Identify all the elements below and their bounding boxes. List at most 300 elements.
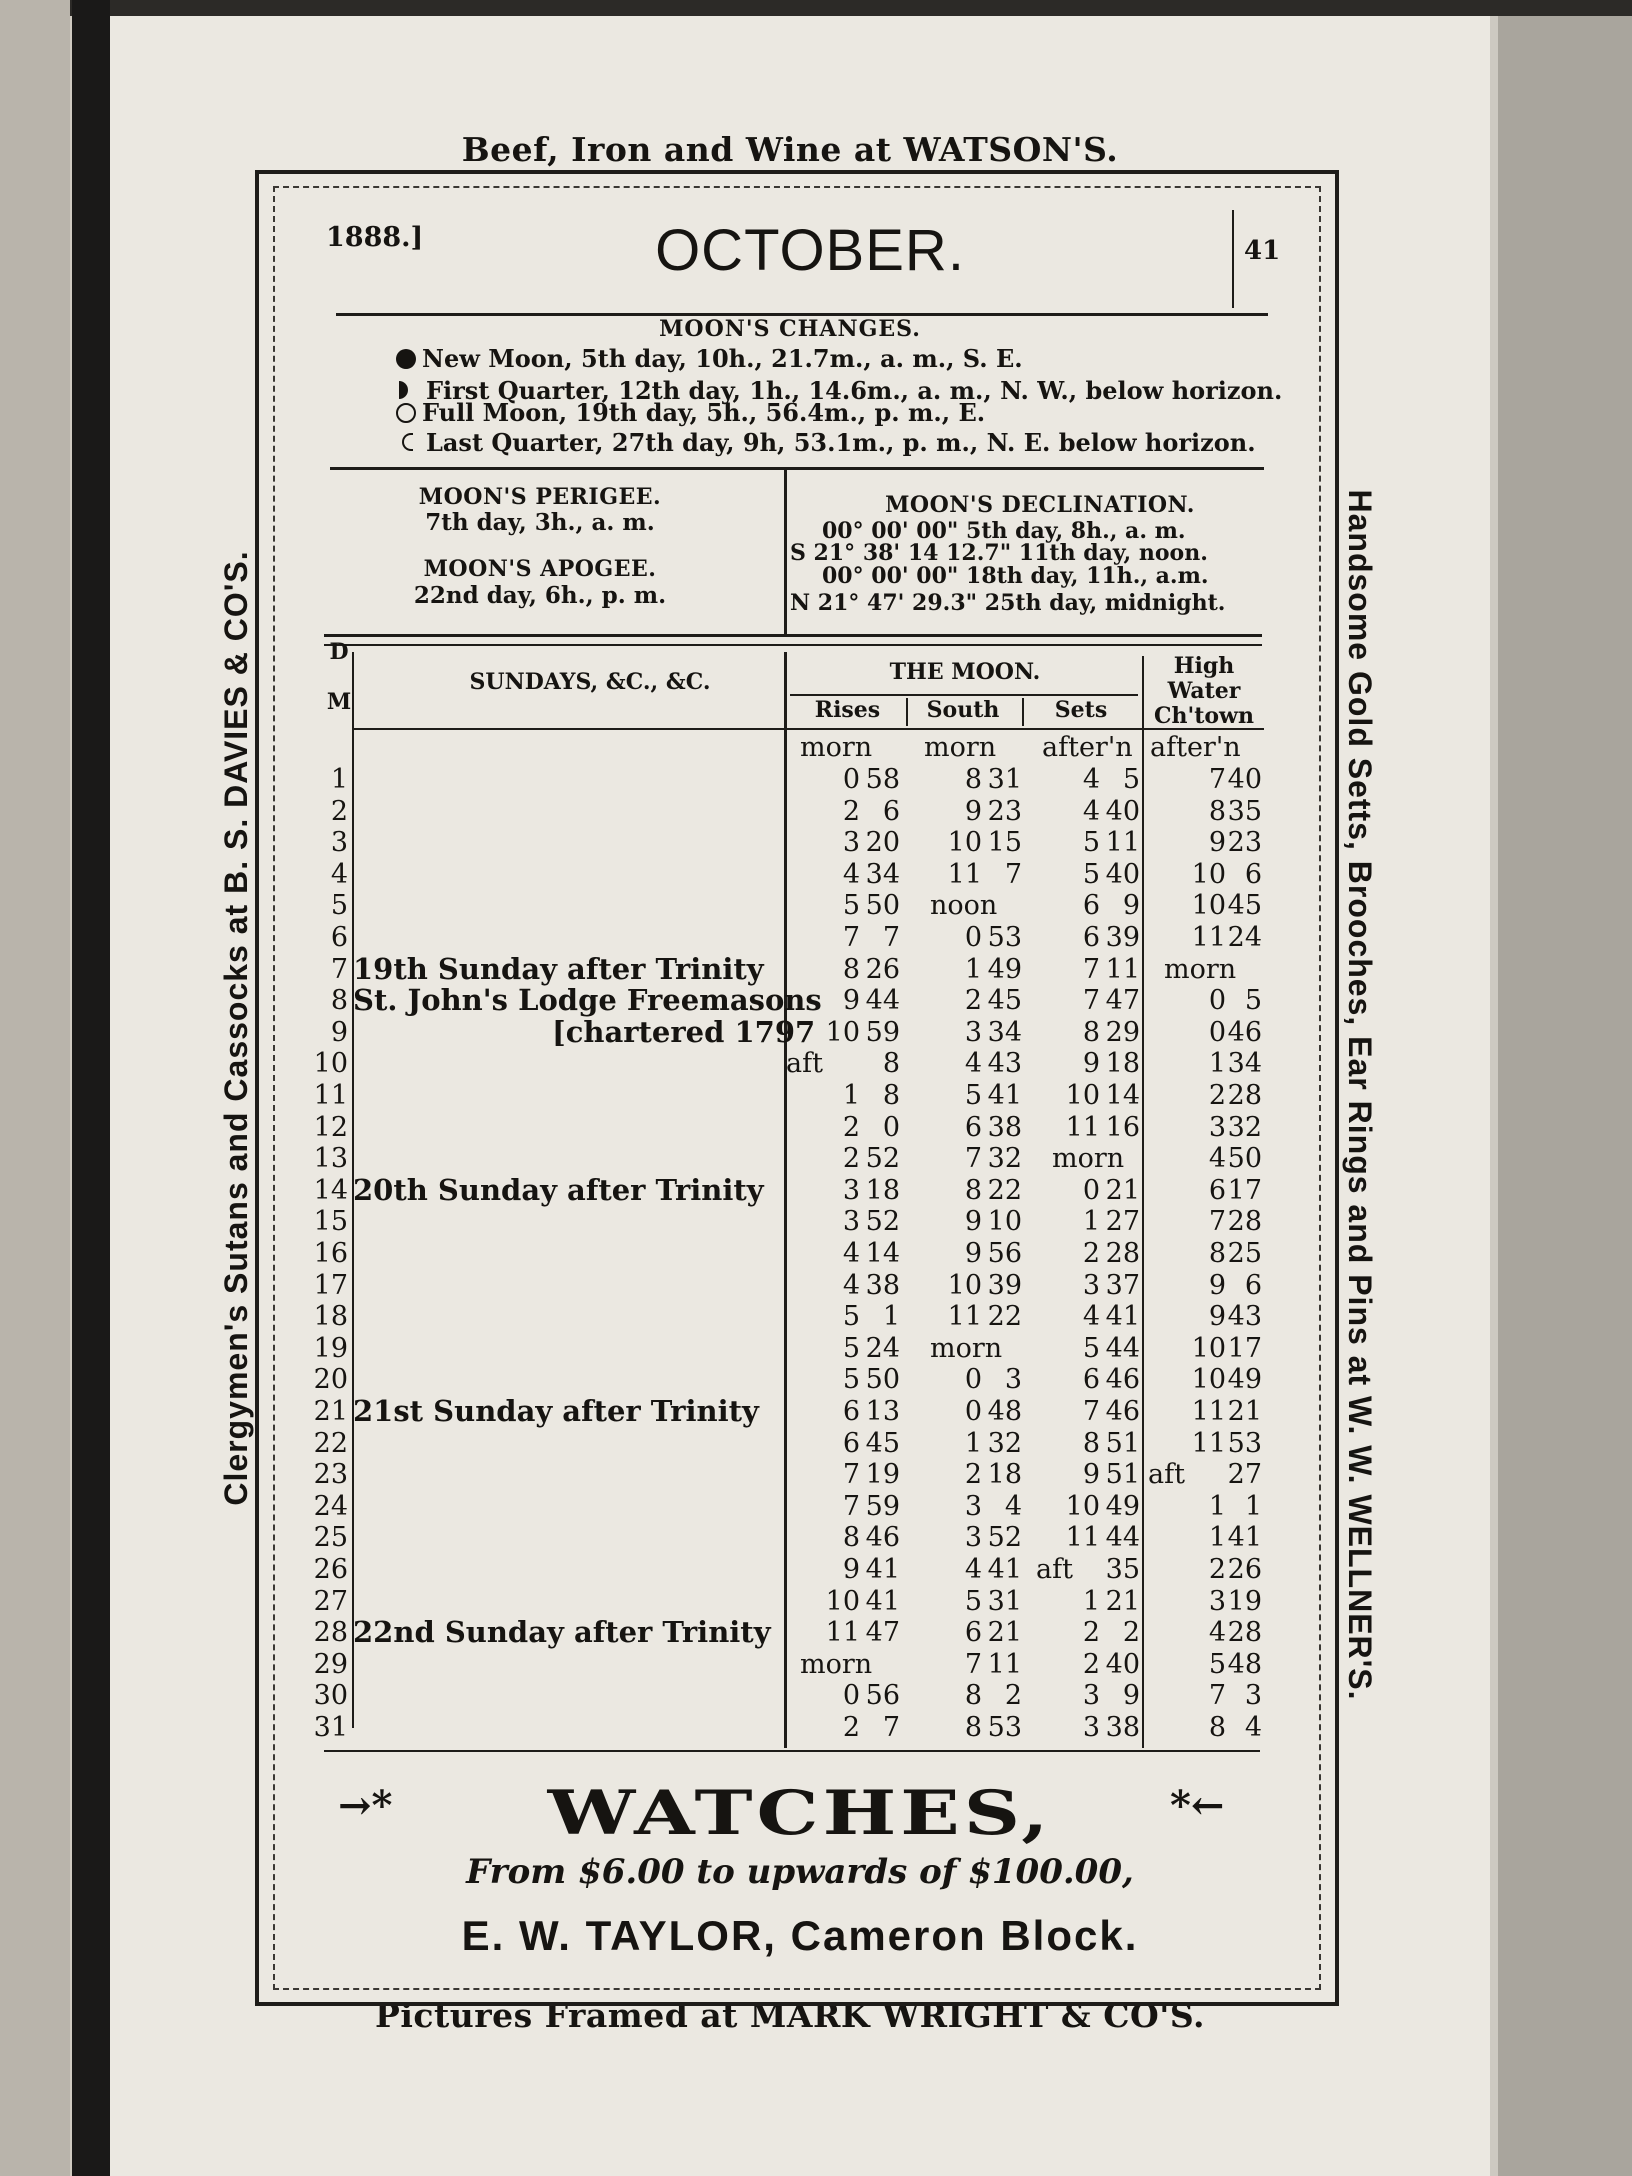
rise-minutes: 50 [865, 890, 900, 922]
phase-text: Last Quarter, 27th day, 9h, 53.1m., p. m., N. E. below horizon. [426, 428, 1256, 457]
set-minutes: 21 [1105, 1174, 1140, 1206]
set-hours: 9 [1082, 1459, 1100, 1491]
hw-value: aft [1148, 1459, 1185, 1491]
hw-hours: 11 [1191, 1427, 1226, 1459]
new-moon-icon [396, 349, 416, 369]
rise-minutes: 13 [865, 1396, 900, 1427]
set-hours: 3 [1082, 1269, 1100, 1301]
rises-header: Rises [814, 697, 881, 723]
rise-minutes: 52 [865, 1143, 900, 1175]
south-minutes: 4 [1004, 1490, 1022, 1522]
south-minutes: 38 [987, 1111, 1022, 1143]
rise-hours: 3 [842, 1206, 860, 1238]
ad-title: WATCHES, [547, 1778, 1053, 1849]
hw-hours: 8 [1208, 795, 1226, 827]
hw-minutes: 43 [1227, 1301, 1262, 1333]
hw-minutes: 35 [1227, 795, 1262, 827]
day-number: 22 [313, 1427, 348, 1459]
south-hours: 10 [947, 827, 982, 859]
phase-row [396, 428, 1256, 457]
south-hours: 9 [964, 1238, 982, 1269]
south-hours: 3 [964, 1016, 982, 1048]
south-minutes: 31 [987, 764, 1022, 795]
south-minutes: 22 [987, 1301, 1022, 1333]
full-moon-icon [396, 403, 416, 423]
hw-hours: 11 [1191, 1396, 1226, 1427]
rise-hours: 1 [842, 1080, 860, 1111]
set-hours: 6 [1082, 922, 1100, 953]
south-minutes: 53 [987, 922, 1022, 953]
rise-minutes: 18 [865, 1174, 900, 1206]
set-hours: 11 [1065, 1522, 1100, 1554]
set-hours: 2 [1082, 1617, 1100, 1649]
hw-value: morn [1164, 953, 1237, 985]
set-minutes: 46 [1105, 1396, 1140, 1427]
sunday-note: St. John's Lodge Freemasons [353, 983, 822, 1018]
hw-hours: 10 [1191, 858, 1226, 890]
top-shadow [0, 0, 1632, 16]
south-hours: 3 [964, 1490, 982, 1522]
south-hours: 2 [964, 1459, 982, 1491]
sunday-note: [chartered 1797 [552, 1014, 816, 1049]
rise-minutes: 7 [882, 922, 900, 953]
sundays-header: SUNDAYS, &C., &C. [469, 669, 711, 695]
rise-hours: 6 [842, 1396, 860, 1427]
set-hours: 5 [1082, 1332, 1100, 1364]
rise-hours: 2 [842, 1111, 860, 1143]
declination-row: S 21° 38' 14 12.7" 11th day, noon. [790, 540, 1208, 566]
declination-row: 00° 00' 00" 5th day, 8h., a. m. [822, 518, 1186, 544]
rise-hours: 6 [842, 1427, 860, 1459]
rise-hours: 7 [842, 1459, 860, 1491]
set-hours: 10 [1065, 1080, 1100, 1111]
hw-hours: 0 [1208, 985, 1226, 1017]
rise-minutes: 7 [882, 1712, 900, 1743]
rise-minutes: 0 [882, 1111, 900, 1143]
sunday-note: 19th Sunday after Trinity [353, 951, 764, 986]
day-number: 26 [313, 1554, 348, 1585]
rise-hours: 9 [842, 1554, 860, 1585]
set-hours: 0 [1082, 1174, 1100, 1206]
hw-hours: 9 [1208, 1301, 1226, 1333]
day-number: 1 [330, 764, 348, 795]
set-hours: 7 [1082, 985, 1100, 1017]
right-ornament: *← [1170, 1782, 1225, 1829]
south-minutes: 56 [987, 1238, 1022, 1269]
south-hours: 11 [947, 1301, 982, 1333]
column-label: morn [800, 732, 873, 763]
hw-minutes: 45 [1227, 890, 1262, 922]
hw-minutes: 49 [1227, 1364, 1262, 1396]
phase-text: First Quarter, 12th day, 1h., 14.6m., a. m., N. W., below horizon. [426, 376, 1283, 405]
south-hours: 9 [964, 795, 982, 827]
set-minutes: 29 [1105, 1016, 1140, 1048]
south-hours: 5 [964, 1080, 982, 1111]
declination-row: N 21° 47' 29.3" 25th day, midnight. [790, 590, 1226, 616]
hw-hours: 1 [1208, 1522, 1226, 1554]
set-hours: 10 [1065, 1490, 1100, 1522]
day-number: 5 [330, 890, 348, 922]
page-number: 41 [1244, 236, 1281, 266]
declination-row: 00° 00' 00" 18th day, 11h., a.m. [822, 563, 1209, 589]
hw-hours: 10 [1191, 890, 1226, 922]
set-minutes: 11 [1105, 953, 1140, 985]
side-advert-left: Clergymen's Sutans and Cassocks at B. S. DAVIES & CO'S. [218, 550, 254, 1506]
set-hours: 7 [1082, 1396, 1100, 1427]
hw-minutes: 21 [1227, 1396, 1262, 1427]
set-minutes: 9 [1122, 1680, 1140, 1712]
last-quarter-icon [396, 431, 420, 453]
column-label: morn [924, 732, 997, 763]
set-minutes: 21 [1105, 1585, 1140, 1617]
set-hours: 6 [1082, 1364, 1100, 1396]
rule [330, 467, 1264, 470]
hw-hours: 11 [1191, 922, 1226, 953]
set-minutes: 49 [1105, 1490, 1140, 1522]
perigee-title: MOON'S PERIGEE. [418, 484, 662, 510]
hw-minutes: 40 [1227, 764, 1262, 795]
south-minutes: 18 [987, 1459, 1022, 1491]
rise-hours: 0 [842, 1680, 860, 1712]
set-minutes: 47 [1105, 985, 1140, 1017]
set-minutes: 39 [1105, 922, 1140, 953]
day-of-month-header: M [326, 689, 352, 715]
day-number: 13 [313, 1143, 348, 1175]
day-number: 8 [330, 985, 348, 1017]
hw-minutes: 46 [1227, 1016, 1262, 1048]
south-hours: 6 [964, 1617, 982, 1649]
rise-hours: 8 [842, 1522, 860, 1554]
south-hours: 0 [964, 922, 982, 953]
hw-minutes: 19 [1227, 1585, 1262, 1617]
hw-minutes: 1 [1244, 1490, 1262, 1522]
column-divider [784, 468, 787, 634]
page-title: OCTOBER. [655, 218, 965, 283]
south-minutes: 3 [1004, 1364, 1022, 1396]
south-minutes: 7 [1004, 858, 1022, 890]
rise-hours: 2 [842, 1712, 860, 1743]
rule [790, 694, 1138, 696]
south-minutes: 41 [987, 1080, 1022, 1111]
hw-hours: 4 [1208, 1143, 1226, 1175]
rise-hours: 7 [842, 922, 860, 953]
hw-hours: 6 [1208, 1174, 1226, 1206]
south-hours: 1 [964, 1427, 982, 1459]
sunday-note: 20th Sunday after Trinity [353, 1172, 764, 1207]
hw-hours: 3 [1208, 1585, 1226, 1617]
rise-minutes: 26 [865, 953, 900, 985]
hw-hours: 4 [1208, 1617, 1226, 1649]
running-footer: Pictures Framed at MARK WRIGHT & CO'S. [375, 1996, 1205, 2035]
rise-minutes: 20 [865, 827, 900, 859]
phase-text: Full Moon, 19th day, 5h., 56.4m., p. m., E. [422, 398, 986, 427]
column-divider [1022, 698, 1024, 726]
day-number: 14 [313, 1174, 348, 1206]
day-of-month-header: D [329, 639, 349, 665]
rise-hours: 3 [842, 1174, 860, 1206]
south-minutes: 11 [987, 1648, 1022, 1680]
set-minutes: 38 [1105, 1712, 1140, 1743]
phase-row [396, 344, 1023, 373]
rise-minutes: 19 [865, 1459, 900, 1491]
south-hours: 9 [964, 1206, 982, 1238]
hw-minutes: 4 [1244, 1712, 1262, 1743]
set-minutes: 11 [1105, 827, 1140, 859]
set-minutes: 40 [1105, 858, 1140, 890]
rise-hours: 5 [842, 1364, 860, 1396]
set-minutes: 9 [1122, 890, 1140, 922]
rise-minutes: 6 [882, 795, 900, 827]
hw-hours: 0 [1208, 1016, 1226, 1048]
south-hours: 4 [964, 1048, 982, 1080]
south-hours: 1 [964, 953, 982, 985]
set-minutes: 28 [1105, 1238, 1140, 1269]
rise-hours: 7 [842, 1490, 860, 1522]
facing-page-edge [0, 0, 70, 2176]
rule [324, 644, 1262, 646]
set-minutes: 51 [1105, 1427, 1140, 1459]
south-minutes: 10 [987, 1206, 1022, 1238]
day-number: 12 [313, 1111, 348, 1143]
day-number: 18 [313, 1301, 348, 1333]
rise-hours: 2 [842, 1143, 860, 1175]
rise-minutes: 46 [865, 1522, 900, 1554]
rise-hours: 3 [842, 827, 860, 859]
hw-hours: 9 [1208, 827, 1226, 859]
day-number: 2 [330, 795, 348, 827]
column-label: after'n [1150, 732, 1241, 763]
apogee-title: MOON'S APOGEE. [423, 556, 657, 582]
rise-hours: 5 [842, 890, 860, 922]
south-minutes: 22 [987, 1174, 1022, 1206]
hw-minutes: 27 [1227, 1459, 1262, 1491]
hw-hours: 7 [1208, 1206, 1226, 1238]
hw-hours: 2 [1208, 1554, 1226, 1585]
phase-row [396, 398, 985, 427]
set-minutes: 2 [1122, 1617, 1140, 1649]
set-hours: 1 [1082, 1206, 1100, 1238]
rise-hours: 0 [842, 764, 860, 795]
day-number: 23 [313, 1459, 348, 1491]
day-number: 25 [313, 1522, 348, 1554]
perigee-value: 7th day, 3h., a. m. [425, 509, 655, 536]
rise-hours: 4 [842, 1269, 860, 1301]
side-advert-right: Handsome Gold Setts, Brooches, Ear Rings and Pins at W. W. WELLNER'S. [1342, 489, 1378, 1701]
day-number: 17 [313, 1269, 348, 1301]
day-number: 24 [313, 1490, 348, 1522]
hw-minutes: 41 [1227, 1522, 1262, 1554]
sunday-note: 21st Sunday after Trinity [353, 1394, 759, 1428]
hw-minutes: 34 [1227, 1048, 1262, 1080]
south-hours: 2 [964, 985, 982, 1017]
hw-minutes: 32 [1227, 1111, 1262, 1143]
rise-hours: 9 [842, 985, 860, 1017]
hw-minutes: 28 [1227, 1206, 1262, 1238]
hw-minutes: 24 [1227, 922, 1262, 953]
day-number: 20 [313, 1364, 348, 1396]
set-minutes: 5 [1122, 764, 1140, 795]
south-hours: 8 [964, 1712, 982, 1743]
set-minutes: 16 [1105, 1111, 1140, 1143]
year-label: 1888.] [326, 222, 424, 253]
south-hours: 7 [964, 1648, 982, 1680]
rise-minutes: 52 [865, 1206, 900, 1238]
hw-hours: 1 [1208, 1490, 1226, 1522]
high-water-header: High Water Ch'town [1153, 653, 1254, 729]
set-hours: 2 [1082, 1648, 1100, 1680]
day-number: 9 [330, 1016, 348, 1048]
set-minutes: 37 [1105, 1269, 1140, 1301]
south-hours: 5 [964, 1585, 982, 1617]
rise-minutes: 38 [865, 1269, 900, 1301]
declination-title: MOON'S DECLINATION. [885, 492, 1195, 518]
hw-minutes: 28 [1227, 1080, 1262, 1111]
book-fore-edge [1498, 16, 1632, 2176]
south-hours: 4 [964, 1554, 982, 1585]
hw-hours: 8 [1208, 1712, 1226, 1743]
set-hours: 6 [1082, 890, 1100, 922]
south-header: South [926, 697, 1000, 723]
south-minutes: 43 [987, 1048, 1022, 1080]
south-hours: 10 [947, 1269, 982, 1301]
set-minutes: 18 [1105, 1048, 1140, 1080]
rise-minutes: 24 [865, 1332, 900, 1364]
rise-minutes: 14 [865, 1238, 900, 1269]
hw-hours: 8 [1208, 1238, 1226, 1269]
set-value: aft [1036, 1554, 1073, 1585]
rise-minutes: 56 [865, 1680, 900, 1712]
rise-minutes: 58 [865, 764, 900, 795]
day-number: 19 [313, 1332, 348, 1364]
day-number: 4 [330, 858, 348, 890]
rise-hours: 4 [842, 858, 860, 890]
hw-hours: 10 [1191, 1364, 1226, 1396]
day-number: 3 [330, 827, 348, 859]
left-ornament: →* [338, 1782, 393, 1829]
book-gutter [72, 0, 110, 2176]
south-minutes: 34 [987, 1016, 1022, 1048]
day-number: 27 [313, 1585, 348, 1617]
day-number: 11 [313, 1080, 348, 1111]
set-minutes: 44 [1105, 1332, 1140, 1364]
set-hours: 4 [1082, 764, 1100, 795]
hw-minutes: 6 [1244, 1269, 1262, 1301]
hw-minutes: 53 [1227, 1427, 1262, 1459]
set-hours: 7 [1082, 953, 1100, 985]
hw-hours: 7 [1208, 764, 1226, 795]
south-minutes: 31 [987, 1585, 1022, 1617]
set-minutes: 14 [1105, 1080, 1140, 1111]
hw-minutes: 26 [1227, 1554, 1262, 1585]
hw-hours: 9 [1208, 1269, 1226, 1301]
set-hours: 8 [1082, 1016, 1100, 1048]
rise-minutes: 41 [865, 1554, 900, 1585]
day-number: 30 [313, 1680, 348, 1712]
hw-minutes: 3 [1244, 1680, 1262, 1712]
set-minutes: 41 [1105, 1301, 1140, 1333]
south-minutes: 15 [987, 827, 1022, 859]
south-minutes: 53 [987, 1712, 1022, 1743]
rise-value: aft [786, 1048, 823, 1080]
day-number: 15 [313, 1206, 348, 1238]
hw-hours: 5 [1208, 1648, 1226, 1680]
south-minutes: 2 [1004, 1680, 1022, 1712]
set-value: morn [1052, 1143, 1125, 1175]
moon-header: THE MOON. [889, 659, 1041, 685]
south-value: morn [930, 1332, 1003, 1364]
running-header: Beef, Iron and Wine at WATSON'S. [461, 130, 1119, 169]
set-hours: 3 [1082, 1680, 1100, 1712]
hw-minutes: 48 [1227, 1648, 1262, 1680]
set-minutes: 44 [1105, 1522, 1140, 1554]
hw-hours: 7 [1208, 1680, 1226, 1712]
rise-minutes: 41 [865, 1585, 900, 1617]
hw-minutes: 17 [1227, 1174, 1262, 1206]
column-divider [1142, 656, 1144, 1748]
south-value: noon [930, 890, 998, 922]
set-hours: 4 [1082, 795, 1100, 827]
set-minutes: 51 [1105, 1459, 1140, 1491]
hw-hours: 3 [1208, 1111, 1226, 1143]
day-number: 21 [313, 1396, 348, 1427]
rise-value: morn [800, 1648, 873, 1680]
phase-text: New Moon, 5th day, 10h., 21.7m., a. m., S. E. [422, 344, 1023, 373]
rise-hours: 8 [842, 953, 860, 985]
day-number: 10 [313, 1048, 348, 1080]
day-number: 7 [330, 953, 348, 985]
south-minutes: 45 [987, 985, 1022, 1017]
south-minutes: 48 [987, 1396, 1022, 1427]
set-hours: 2 [1082, 1238, 1100, 1269]
hw-minutes: 5 [1244, 985, 1262, 1017]
south-hours: 7 [964, 1143, 982, 1175]
rule [324, 634, 1262, 637]
south-minutes: 21 [987, 1617, 1022, 1649]
set-hours: 8 [1082, 1427, 1100, 1459]
south-hours: 0 [964, 1396, 982, 1427]
column-label: after'n [1042, 732, 1133, 763]
rule [324, 1750, 1260, 1752]
rise-hours: 10 [825, 1585, 860, 1617]
sets-header: Sets [1054, 697, 1108, 723]
south-minutes: 49 [987, 953, 1022, 985]
sunday-note: 22nd Sunday after Trinity [353, 1615, 771, 1650]
hw-minutes: 25 [1227, 1238, 1262, 1269]
set-hours: 4 [1082, 1301, 1100, 1333]
set-minutes: 35 [1105, 1554, 1140, 1585]
south-minutes: 52 [987, 1522, 1022, 1554]
south-hours: 3 [964, 1522, 982, 1554]
rise-minutes: 50 [865, 1364, 900, 1396]
south-minutes: 41 [987, 1554, 1022, 1585]
apogee-value: 22nd day, 6h., p. m. [413, 582, 667, 609]
column-divider [906, 698, 908, 726]
rise-minutes: 8 [882, 1080, 900, 1111]
rise-hours: 10 [825, 1016, 860, 1048]
rule [352, 728, 1264, 730]
hw-hours: 2 [1208, 1080, 1226, 1111]
hw-minutes: 28 [1227, 1617, 1262, 1649]
day-number: 31 [313, 1712, 348, 1743]
hw-minutes: 6 [1244, 858, 1262, 890]
south-minutes: 39 [987, 1269, 1022, 1301]
south-hours: 8 [964, 1680, 982, 1712]
moon-changes-title: MOON'S CHANGES. [659, 316, 921, 342]
rise-hours: 4 [842, 1238, 860, 1269]
rise-minutes: 47 [865, 1617, 900, 1649]
ad-merchant: E. W. TAYLOR, Cameron Block. [461, 1912, 1139, 1959]
rise-minutes: 59 [865, 1490, 900, 1522]
